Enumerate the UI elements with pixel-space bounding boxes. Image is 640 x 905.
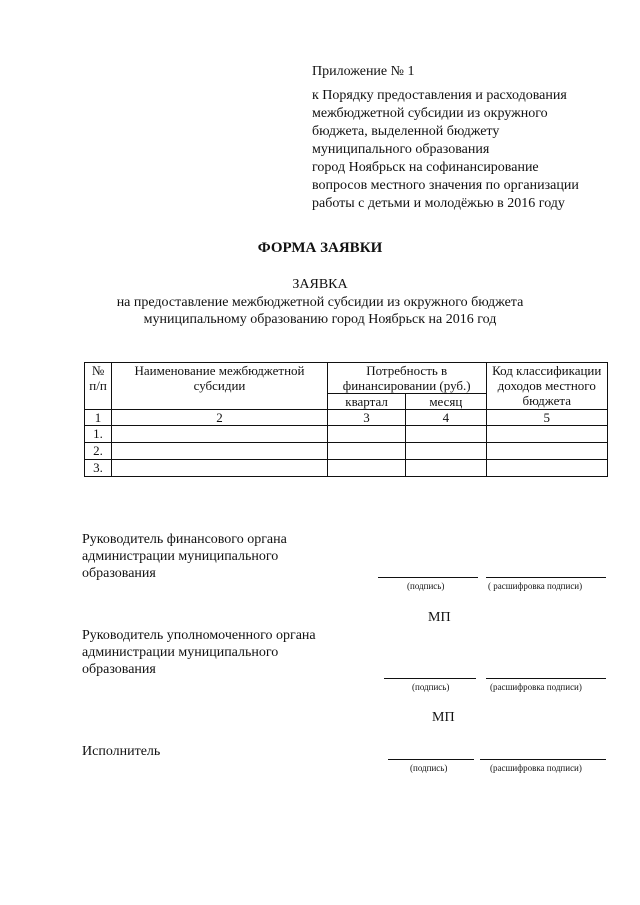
row-name-cell[interactable] — [112, 426, 328, 443]
row-code-cell[interactable] — [486, 443, 608, 460]
row-name-cell[interactable] — [112, 443, 328, 460]
header-classification-code: Код классификации доходов местного бюджета — [486, 363, 608, 410]
column-number: 2 — [112, 410, 328, 426]
executor-label — [82, 743, 160, 760]
signature-caption: (подпись) — [407, 581, 445, 591]
row-number: 2. — [85, 443, 112, 460]
application-table — [84, 362, 608, 477]
appendix-block — [312, 63, 579, 213]
form-title: ФОРМА ЗАЯВКИ — [257, 240, 383, 256]
row-number: 1. — [85, 426, 112, 443]
signature-decode-caption: (расшифровка подписи) — [490, 682, 582, 692]
table-row — [85, 443, 608, 460]
signatory-label-line: образования — [82, 566, 156, 581]
signatory-label-line: администрации муниципального — [82, 645, 279, 660]
signature-decode-line[interactable] — [480, 759, 606, 760]
row-code-cell[interactable] — [486, 460, 608, 477]
appendix-number: Приложение № 1 — [312, 64, 415, 79]
request-title: ЗАЯВКА — [292, 277, 348, 292]
appendix-line: город Ноябрьск на софинансирование — [312, 160, 539, 175]
request-subtitle-line: на предоставление межбюджетной субсидии из окружного бюджета — [116, 295, 524, 310]
signatory-label-line: образования — [82, 662, 156, 677]
row-month-cell[interactable] — [406, 443, 486, 460]
row-quarter-cell[interactable] — [327, 426, 405, 443]
signature-line[interactable] — [378, 577, 478, 578]
header-quarter: квартал — [327, 394, 405, 410]
signature-line[interactable] — [388, 759, 474, 760]
row-quarter-cell[interactable] — [327, 443, 405, 460]
row-quarter-cell[interactable] — [327, 460, 405, 477]
finance-head-label — [82, 531, 287, 582]
stamp-placeholder: МП — [432, 710, 455, 725]
column-number-row — [85, 410, 608, 426]
signature-decode-caption: (расшифровка подписи) — [490, 763, 582, 773]
signatory-label-line: администрации муниципального — [82, 549, 279, 564]
authorized-head-label — [82, 627, 316, 678]
signatory-label-line: Руководитель уполномоченного органа — [82, 628, 316, 643]
header-num: № п/п — [85, 363, 112, 410]
header-subsidy-name: Наименование межбюджетной субсидии — [112, 363, 328, 410]
column-number: 5 — [486, 410, 608, 426]
stamp-placeholder: МП — [428, 610, 451, 625]
appendix-line: вопросов местного значения по организации — [312, 178, 579, 193]
row-month-cell[interactable] — [406, 460, 486, 477]
appendix-line: бюджета, выделенной бюджету — [312, 124, 500, 139]
signature-caption: (подпись) — [410, 763, 448, 773]
header-month: месяц — [406, 394, 486, 410]
request-subtitle-line: муниципальному образованию город Ноябрьск на 2016 год — [143, 312, 497, 327]
signature-decode-line[interactable] — [486, 577, 606, 578]
row-month-cell[interactable] — [406, 426, 486, 443]
appendix-line: межбюджетной субсидии из окружного — [312, 106, 548, 121]
appendix-line: к Порядку предоставления и расходования — [312, 88, 567, 103]
signature-caption: (подпись) — [412, 682, 450, 692]
signatory-label-line: Руководитель финансового органа — [82, 532, 287, 547]
row-code-cell[interactable] — [486, 426, 608, 443]
table-row — [85, 460, 608, 477]
column-number: 3 — [327, 410, 405, 426]
signature-line[interactable] — [384, 678, 476, 679]
appendix-line: муниципального образования — [312, 142, 490, 157]
signatory-label-line: Исполнитель — [82, 744, 161, 759]
row-name-cell[interactable] — [112, 460, 328, 477]
column-number: 1 — [85, 410, 112, 426]
signature-decode-line[interactable] — [486, 678, 606, 679]
signature-decode-caption: ( расшифровка подписи) — [488, 581, 583, 591]
table-row — [85, 426, 608, 443]
column-number: 4 — [406, 410, 486, 426]
request-subtitle — [0, 294, 640, 328]
row-number: 3. — [85, 460, 112, 477]
appendix-line: работы с детьми и молодёжью в 2016 году — [312, 196, 565, 211]
header-funding-need: Потребность в финансировании (руб.) — [327, 363, 486, 394]
